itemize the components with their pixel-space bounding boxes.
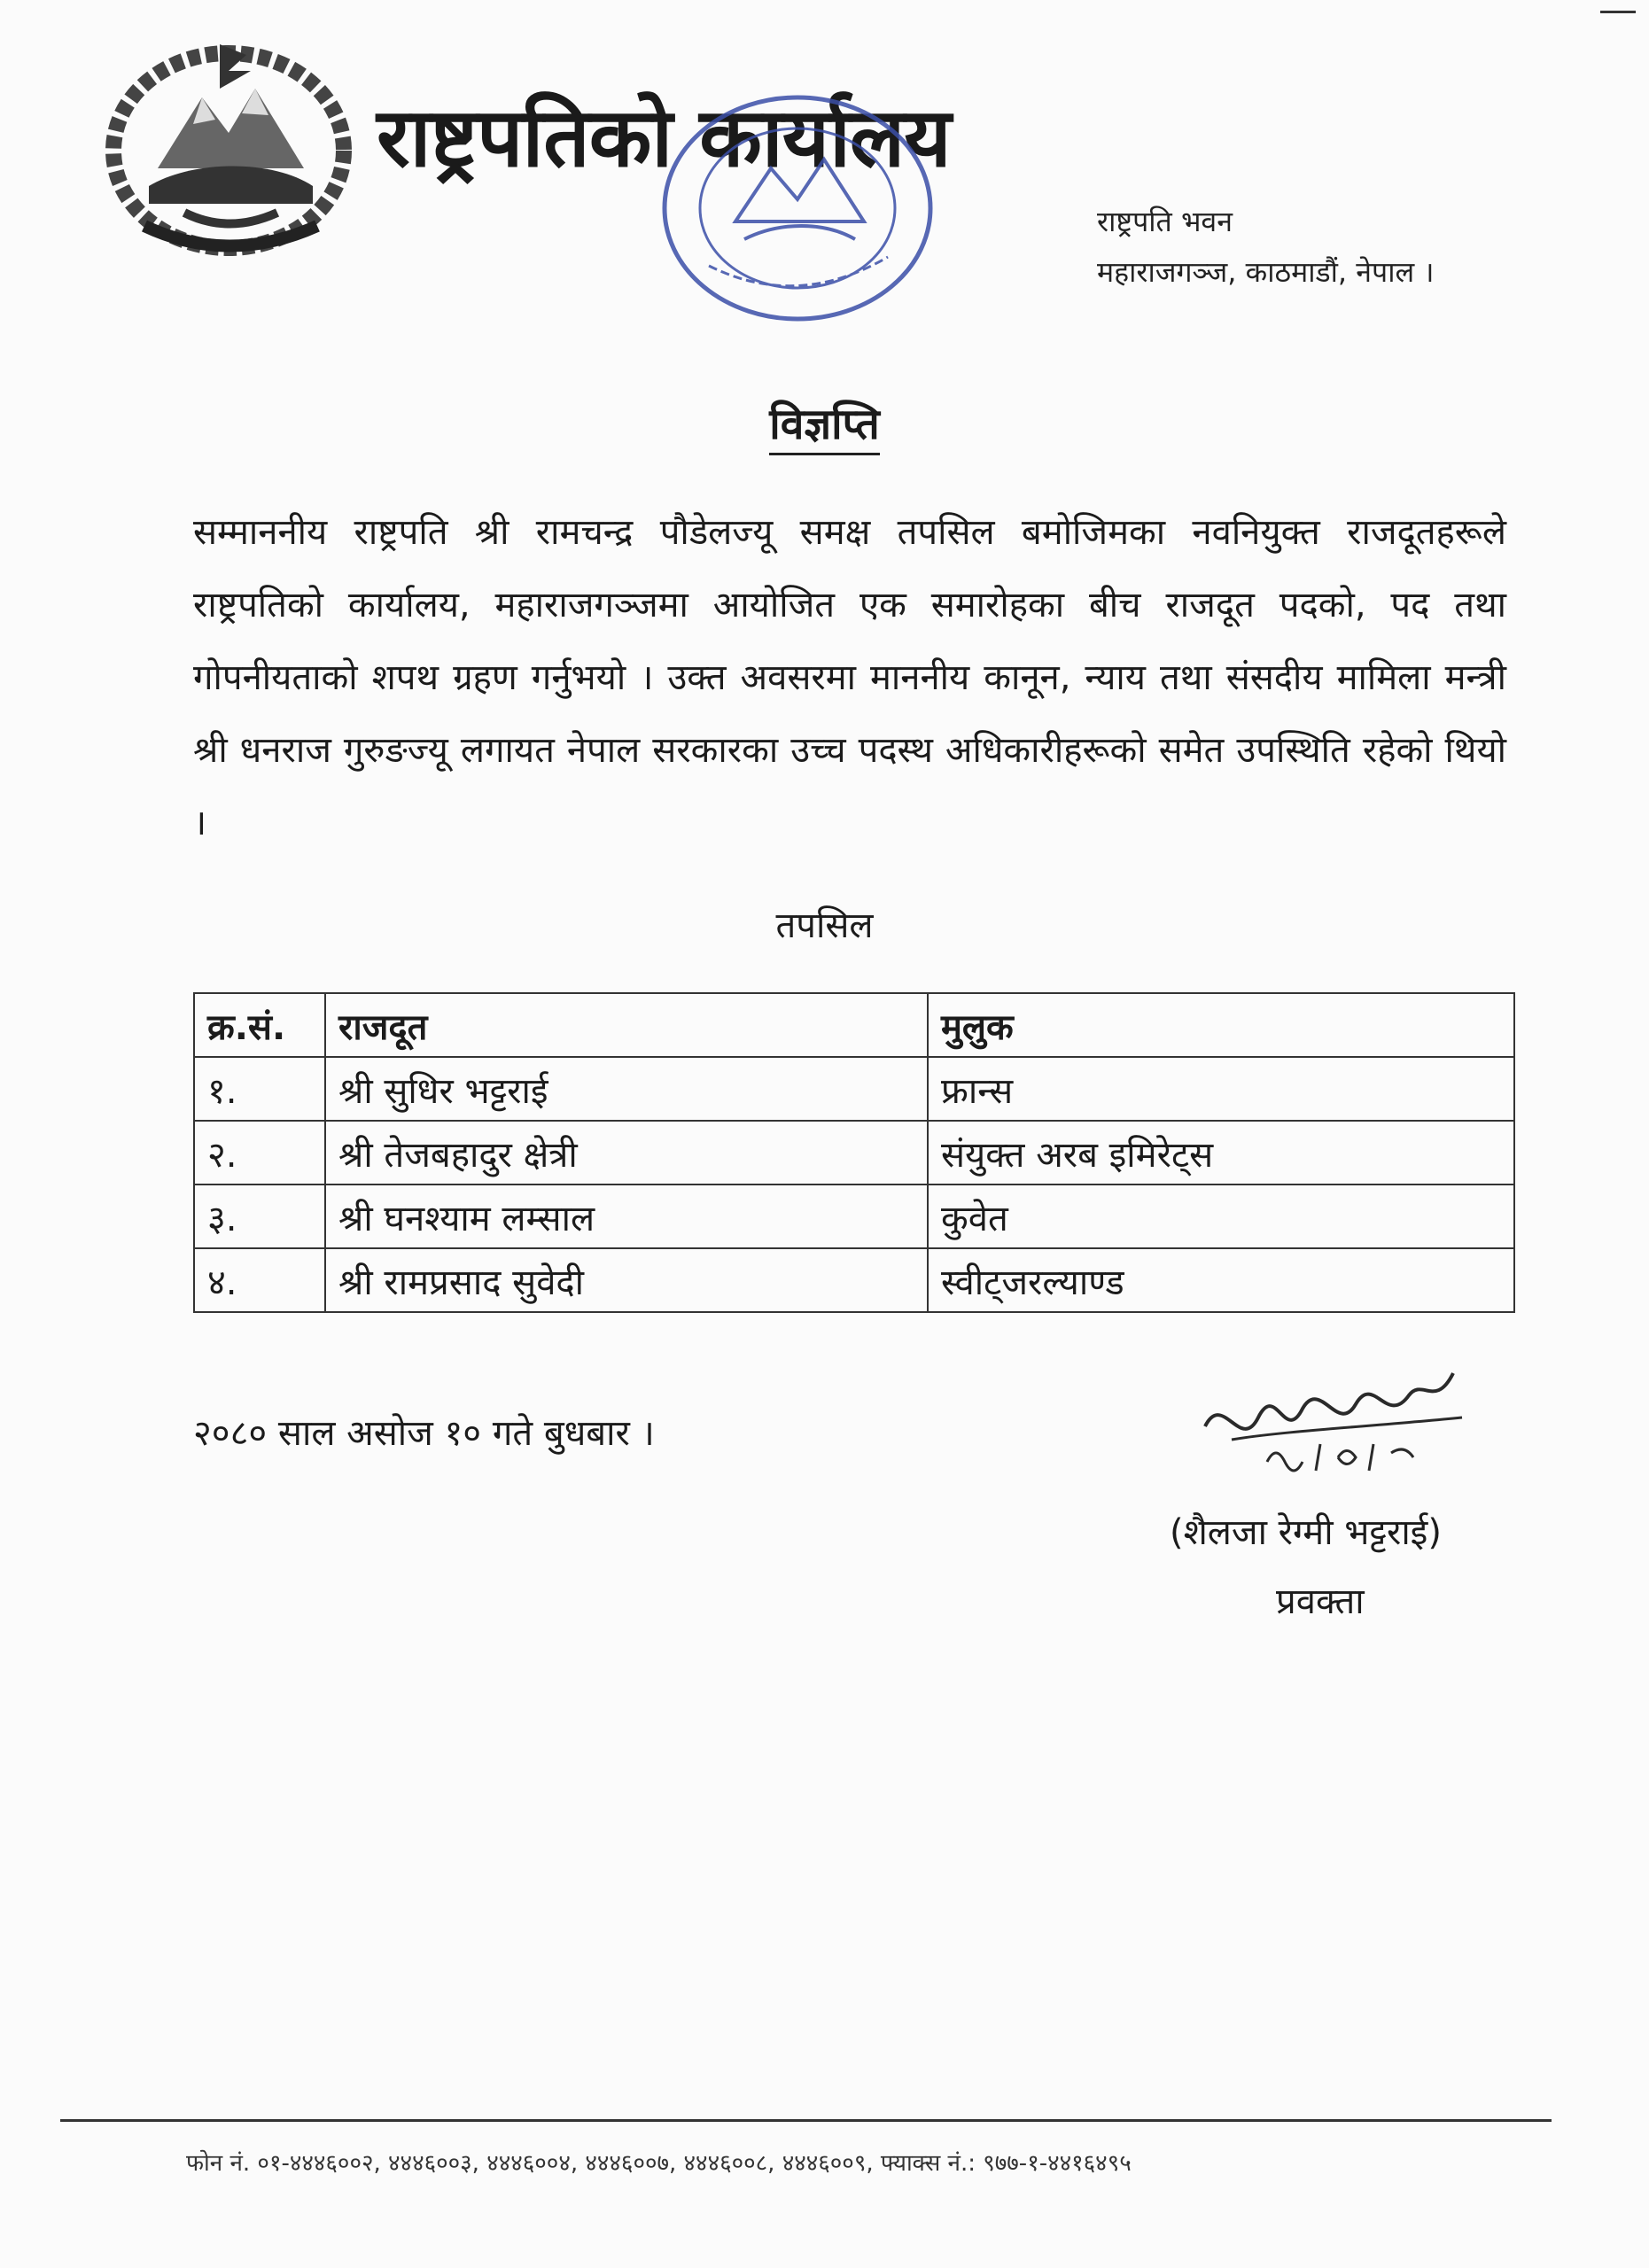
ambassador-table bbox=[193, 992, 1515, 1313]
address-line-1: राष्ट्रपति भवन bbox=[1097, 205, 1233, 238]
notice-date: २०८० साल असोज १० गते बुधबार । bbox=[193, 1413, 655, 1454]
footer-divider bbox=[60, 2119, 1552, 2122]
cell-serial: १. bbox=[194, 1057, 325, 1121]
notice-heading bbox=[0, 394, 1649, 452]
cell-ambassador: श्री तेजबहादुर क्षेत्री bbox=[325, 1121, 928, 1184]
annex-label: तपसिल bbox=[775, 905, 874, 946]
header-country: मुलुक bbox=[928, 993, 1514, 1057]
cell-serial: ३. bbox=[194, 1184, 325, 1248]
office-seal-stamp bbox=[656, 89, 939, 328]
national-emblem bbox=[96, 35, 362, 266]
header-serial: क्र.सं. bbox=[194, 993, 325, 1057]
spokesperson-name: (शैलजा रेग्मी भट्टराई) bbox=[1170, 1512, 1442, 1553]
table-row bbox=[194, 1057, 1514, 1121]
spokesperson-title: प्रवक्ता bbox=[1276, 1581, 1365, 1622]
cell-ambassador: श्री रामप्रसाद सुवेदी bbox=[325, 1248, 928, 1312]
cell-country: कुवेत bbox=[928, 1184, 1514, 1248]
cell-serial: २. bbox=[194, 1121, 325, 1184]
cell-country: स्वीट्जरल्याण्ड bbox=[928, 1248, 1514, 1312]
cell-country: संयुक्त अरब इमिरेट्स bbox=[928, 1121, 1514, 1184]
address-line-2: महाराजगञ्ज, काठमाडौं, नेपाल । bbox=[1097, 255, 1435, 289]
cell-ambassador: श्री सुधिर भट्टराई bbox=[325, 1057, 928, 1121]
table-row bbox=[194, 1184, 1514, 1248]
notice-heading-text: विज्ञप्ति bbox=[769, 400, 879, 455]
office-title: राष्ट्रपतिको कार्यालय bbox=[377, 90, 951, 185]
cell-serial: ४. bbox=[194, 1248, 325, 1312]
handwritten-signature bbox=[1196, 1355, 1480, 1488]
table-row bbox=[194, 1121, 1514, 1184]
notice-body: सम्माननीय राष्ट्रपति श्री रामचन्द्र पौडेलज्यू समक्ष तपसिल बमोजिमका नवनियुक्त राजदूतहरूले राष्ट्रपतिको कार्यालय, महाराजगञ्जमा आयोजित एक समारोहका बीच राजदूत पदको, पद तथा गोपनीयताको शपथ ग्रहण गर्नुभयो । उक्त अवसरमा माननीय कानून, न्याय तथा संसदीय मामिला मन्त्री श्री धनराज गुरुङज्यू लगायत नेपाल सरकारका उच्च पदस्थ अधिकारीहरूको समेत उपस्थिति रहेको थियो । bbox=[193, 512, 1506, 843]
cell-country: फ्रान्स bbox=[928, 1057, 1514, 1121]
cell-ambassador: श्री घनश्याम लम्साल bbox=[325, 1184, 928, 1248]
footer-contact: फोन नं. ०१-४४४६००२, ४४४६००३, ४४४६००४, ४४४६००७, ४४४६००८, ४४४६००९, फ्याक्स नं.: ९७७-१-४४१६४९५ bbox=[186, 2150, 1132, 2177]
table-row bbox=[194, 1248, 1514, 1312]
header-ambassador: राजदूत bbox=[325, 993, 928, 1057]
corner-mark bbox=[1600, 11, 1636, 13]
table-header-row bbox=[194, 993, 1514, 1057]
